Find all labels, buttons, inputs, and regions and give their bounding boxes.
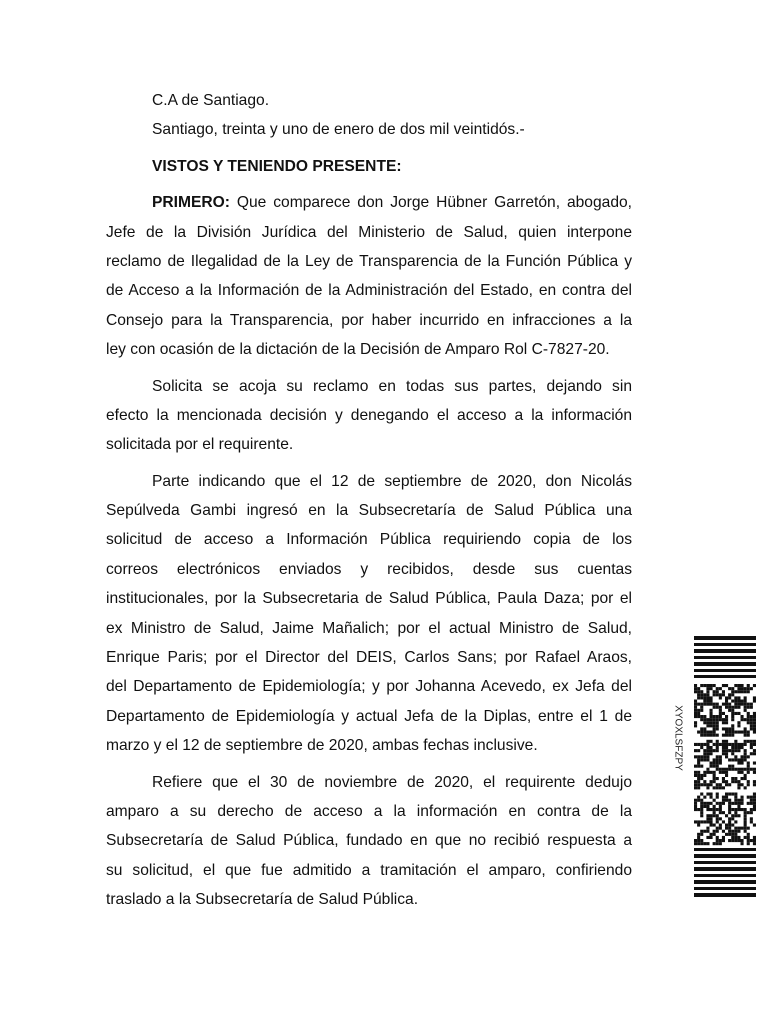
paragraph-line: Solicita se acoja su reclamo en todas sus partes, dejando sin <box>152 377 632 395</box>
paragraph-line: reclamo de Ilegalidad de la Ley de Transparencia de la Función Pública y <box>106 252 632 270</box>
paragraph-line: marzo y el 12 de septiembre de 2020, ambas fechas inclusive. <box>106 737 538 755</box>
paragraph-line: ley con ocasión de la dictación de la Decisión de Amparo Rol C-7827-20. <box>106 341 610 359</box>
document-date: Santiago, treinta y uno de enero de dos mil veintidós.- <box>152 121 525 139</box>
paragraph-line: Subsecretaría de Salud Pública, fundado en que no recibió respuesta a <box>106 832 632 850</box>
verification-barcode <box>694 636 756 898</box>
paragraph-line: de Acceso a la Información de la Administración del Estado, en contra del <box>106 282 632 300</box>
paragraph-primero <box>106 188 632 364</box>
paragraph-line: Jefe de la División Jurídica del Ministerio de Salud, quien interpone <box>106 223 632 241</box>
paragraph-line: Sepúlveda Gambi ingresó en la Subsecretaría de Salud Pública una <box>106 502 632 520</box>
paragraph-line: institucionales, por la Subsecretaria de Salud Pública, Paula Daza; por el <box>106 590 632 608</box>
paragraph-line: Consejo para la Transparencia, por haber incurrido en infracciones a la <box>106 311 632 329</box>
paragraph-line: solicitada por el requirente. <box>106 436 294 454</box>
paragraph-line: Departamento de Epidemiología y actual Jefa de la Diplas, entre el 1 de <box>106 707 632 725</box>
barcode-code-text: XYOXLSFZPY <box>672 705 684 771</box>
paragraph-line: correos electrónicos enviados y recibidos, desde sus cuentas <box>106 560 632 578</box>
document-body <box>106 86 632 915</box>
primero-label: PRIMERO: <box>152 194 230 212</box>
paragraph-parte <box>106 467 632 761</box>
court-name: C.A de Santiago. <box>152 92 270 109</box>
section-heading: VISTOS Y TENIENDO PRESENTE: <box>152 157 402 175</box>
paragraph-line: Enrique Paris; por el Director del DEIS, Carlos Sans; por Rafael Araos, <box>106 649 632 667</box>
paragraph-line: efecto la mencionada decisión y denegando el acceso a la información <box>106 406 632 424</box>
paragraph-line: ex Ministro de Salud, Jaime Mañalich; por el actual Ministro de Salud, <box>106 619 632 637</box>
paragraph-line: su solicitud, el que fue admitido a tramitación el amparo, confiriendo <box>106 861 632 879</box>
paragraph-line: Parte indicando que el 12 de septiembre de 2020, don Nicolás <box>152 472 632 490</box>
paragraph-line: traslado a la Subsecretaría de Salud Pública. <box>106 891 419 909</box>
paragraph-solicita <box>106 372 632 460</box>
paragraph-refiere <box>106 768 632 915</box>
paragraph-line: amparo a su derecho de acceso a la información en contra de la <box>106 802 632 820</box>
paragraph-line: del Departamento de Epidemiología; y por Johanna Acevedo, ex Jefa del <box>106 678 632 696</box>
barcode-code-label <box>668 678 688 798</box>
paragraph-line-text: Que comparece don Jorge Hübner Garretón, abogado, <box>236 194 632 212</box>
paragraph-line: Refiere que el 30 de noviembre de 2020, el requirente dedujo <box>152 773 632 791</box>
paragraph-line: solicitud de acceso a Información Pública requiriendo copia de los <box>106 531 632 549</box>
barcode-graphic <box>694 636 756 898</box>
paragraph-line <box>106 188 632 217</box>
